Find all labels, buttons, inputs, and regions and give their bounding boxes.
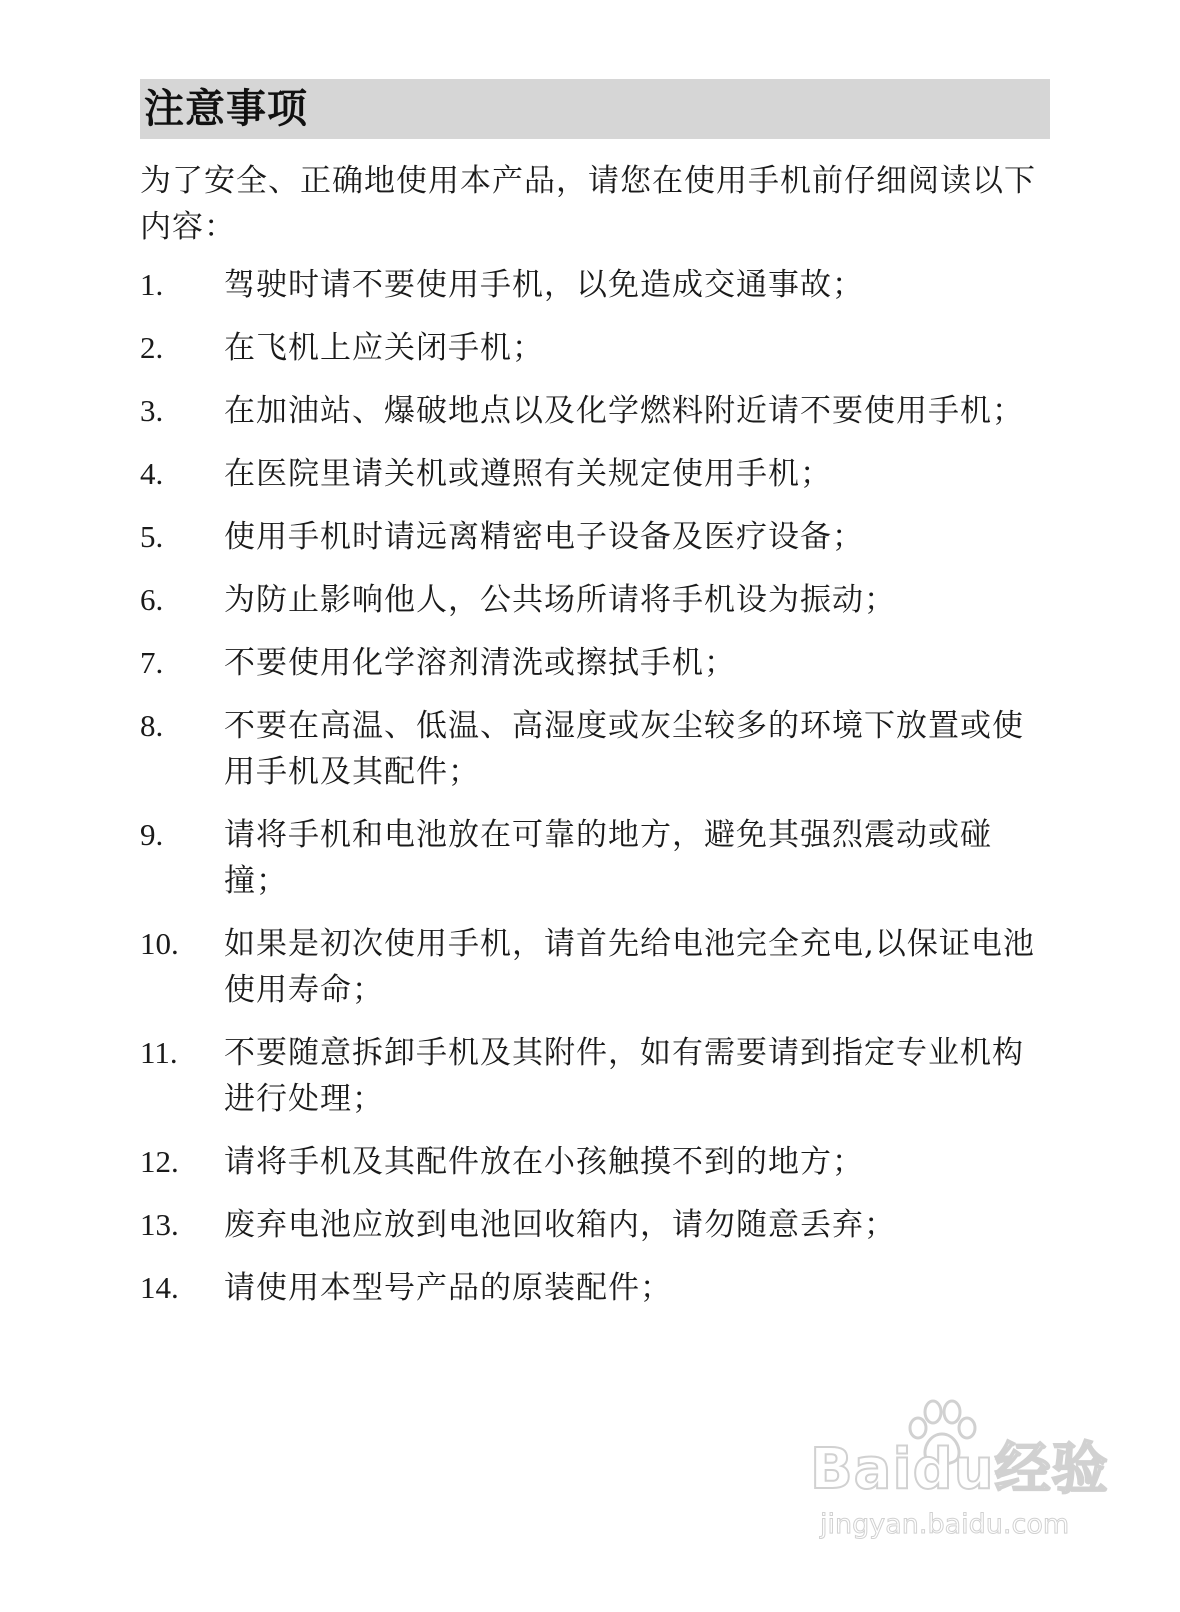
- list-item: [140, 388, 1052, 434]
- list-item-number: 10.: [140, 926, 179, 961]
- watermark-brand: Baidu经验: [810, 1437, 1109, 1502]
- list-item-number: 6.: [140, 582, 164, 617]
- list-item-text: 不要使用化学溶剂清洗或擦拭手机；: [224, 645, 736, 681]
- list-item-text: 请将手机及其配件放在小孩触摸不到的地方；: [224, 1144, 864, 1180]
- list-item-number: 7.: [140, 645, 164, 680]
- list-item: [140, 1202, 1052, 1248]
- list-item-number: 8.: [140, 708, 164, 743]
- list-item-number: 11.: [140, 1035, 178, 1070]
- list-item-text: 在医院里请关机或遵照有关规定使用手机；: [224, 456, 832, 492]
- list-item-text: 驾驶时请不要使用手机，以免造成交通事故；: [224, 267, 864, 303]
- list-item-text: 请将手机和电池放在可靠的地方，避免其强烈震动或碰撞；: [224, 817, 992, 899]
- list-item-text: 废弃电池应放到电池回收箱内，请勿随意丢弃；: [224, 1207, 896, 1243]
- list-item-text: 请使用本型号产品的原装配件；: [224, 1270, 672, 1306]
- precautions-list: [140, 262, 1052, 1328]
- list-item-text: 如果是初次使用手机，请首先给电池完全充电,以保证电池使用寿命；: [224, 926, 1035, 1008]
- section-header: [140, 79, 1050, 139]
- list-item-text: 不要随意拆卸手机及其附件，如有需要请到指定专业机构进行处理；: [224, 1035, 1024, 1117]
- list-item-text: 在飞机上应关闭手机；: [224, 330, 544, 366]
- list-item: [140, 262, 1052, 308]
- list-item-text: 在加油站、爆破地点以及化学燃料附近请不要使用手机；: [224, 393, 1024, 429]
- list-item: [140, 1030, 1052, 1122]
- list-item-number: 1.: [140, 267, 164, 302]
- list-item-number: 5.: [140, 519, 164, 554]
- list-item-number: 14.: [140, 1270, 179, 1305]
- list-item: [140, 1265, 1052, 1311]
- list-item-text: 不要在高温、低温、高湿度或灰尘较多的环境下放置或使用手机及其配件；: [224, 708, 1024, 790]
- list-item: [140, 514, 1052, 560]
- list-item: [140, 703, 1052, 795]
- list-item: [140, 1139, 1052, 1185]
- page-title: 注意事项: [144, 86, 308, 132]
- list-item-text: 使用手机时请远离精密电子设备及医疗设备；: [224, 519, 864, 555]
- intro-paragraph: 为了安全、正确地使用本产品，请您在使用手机前仔细阅读以下内容：: [140, 163, 1036, 245]
- list-item: [140, 640, 1052, 686]
- watermark-url: jingyan.baidu.com: [820, 1509, 1070, 1540]
- list-item: [140, 812, 1052, 904]
- list-item-text: 为防止影响他人，公共场所请将手机设为振动；: [224, 582, 896, 618]
- list-item: [140, 325, 1052, 371]
- list-item: [140, 451, 1052, 497]
- list-item-number: 12.: [140, 1144, 179, 1179]
- list-item-number: 4.: [140, 456, 164, 491]
- list-item-number: 2.: [140, 330, 164, 365]
- list-item-number: 3.: [140, 393, 164, 428]
- list-item: [140, 921, 1052, 1013]
- list-item-number: 9.: [140, 817, 164, 852]
- list-item: [140, 577, 1052, 623]
- baidu-jingyan-watermark: [810, 1398, 1109, 1568]
- list-item-number: 13.: [140, 1207, 179, 1242]
